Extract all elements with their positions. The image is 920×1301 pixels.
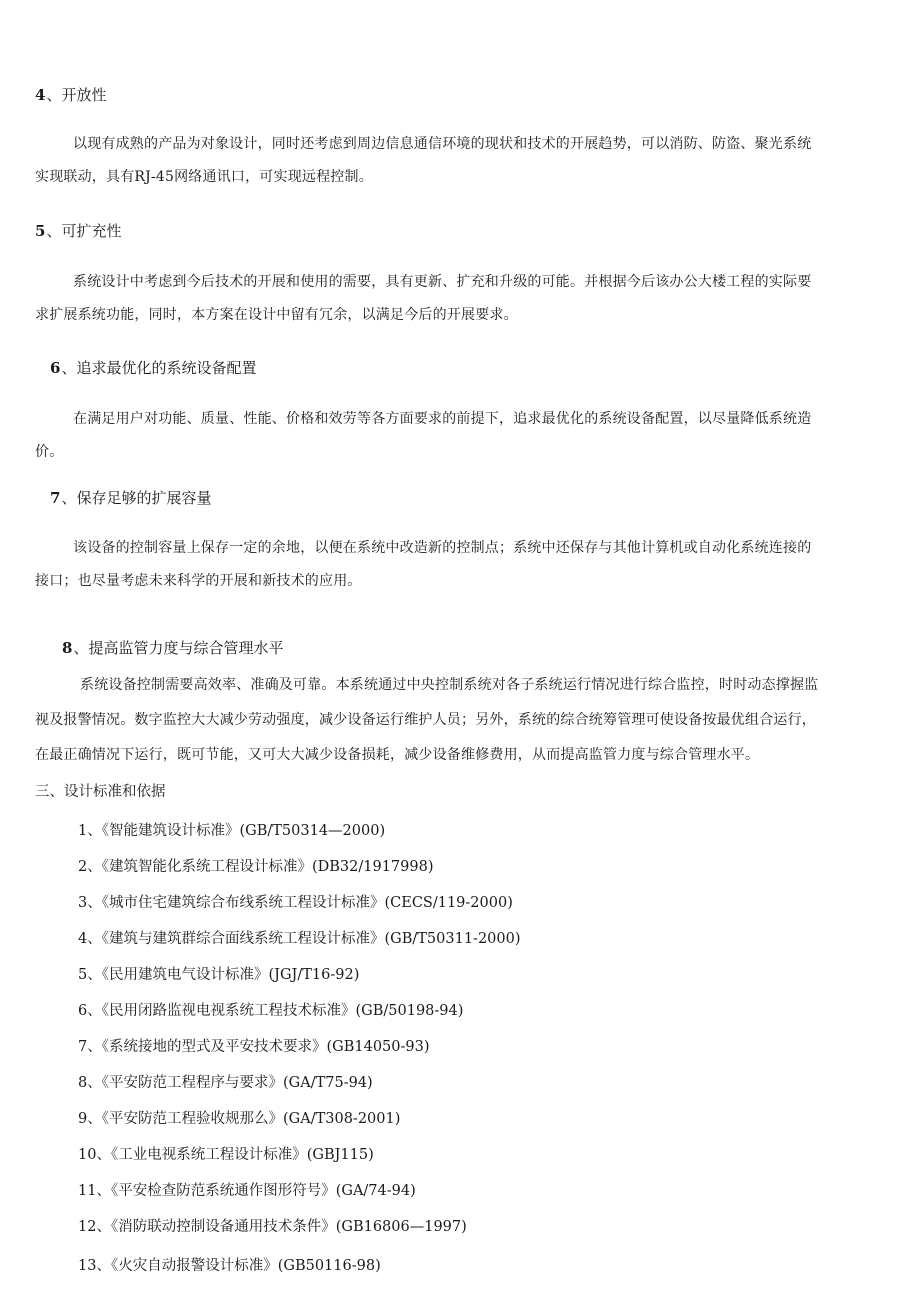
section-paragraph-7 (35, 532, 811, 598)
section-number: 8 (62, 639, 73, 657)
paragraph-line: 求扩展系统功能，同时，本方案在设计中留有冗余，以满足今后的开展要求。 (35, 307, 518, 323)
standard-item: 8、《平安防范工程程序与要求》(GA/T75-94) (78, 1075, 373, 1091)
paragraph-line: 接口；也尽量考虑未来科学的开展和新技术的应用。 (35, 573, 362, 589)
section-heading-6 (50, 357, 256, 378)
paragraph-line: 在满足用户对功能、质量、性能、价格和效劳等各方面要求的前提下，追求最优化的系统设备配置，以尽量降低系统造 (73, 411, 812, 427)
section-title: 、提高监管力度与综合管理水平 (73, 639, 284, 657)
standard-item: 12、《消防联动控制设备通用技术条件》(GB16806—1997) (78, 1219, 467, 1235)
standards-heading: 三、设计标准和依据 (35, 784, 166, 800)
paragraph-line: 实现联动，具有RJ-45网络通讯口，可实现远程控制。 (35, 169, 373, 185)
standard-item: 1、《智能建筑设计标准》(GB/T50314—2000) (78, 823, 386, 839)
section-number: 5 (35, 222, 46, 240)
standard-item: 10、《工业电视系统工程设计标准》(GBJ115) (78, 1147, 374, 1163)
standard-item: 5、《民用建筑电气设计标准》(JGJ/T16-92) (78, 967, 360, 983)
standard-item: 6、《民用闭路监视电视系统工程技术标准》(GB/50198-94) (78, 1003, 464, 1019)
section-paragraph-6 (35, 403, 811, 469)
section-paragraph-8 (35, 668, 818, 773)
section-title: 、保存足够的扩展容量 (61, 489, 212, 507)
section-number: 6 (50, 359, 61, 377)
standard-item: 3、《城市住宅建筑综合布线系统工程设计标准》(CECS/119-2000) (78, 895, 513, 911)
section-title: 、追求最优化的系统设备配置 (61, 359, 257, 377)
section-heading-4 (35, 84, 106, 105)
section-title: 、开放性 (46, 86, 107, 104)
standard-item: 4、《建筑与建筑群综合面线系统工程设计标准》(GB/T50311-2000) (78, 931, 521, 947)
paragraph-line: 视及报警情况。数字监控大大减少劳动强度，减少设备运行维护人员；另外，系统的综合统筹管理可使设备按最优组合运行， (35, 712, 816, 728)
paragraph-line: 该设备的控制容量上保存一定的余地，以便在系统中改造新的控制点；系统中还保存与其他计算机或自动化系统连接的 (73, 540, 812, 556)
paragraph-line: 在最正确情况下运行，既可节能，又可大大减少设备损耗，减少设备维修费用，从而提高监管力度与综合管理水平。 (35, 747, 760, 763)
paragraph-line: 系统设备控制需要高效率、准确及可靠。本系统通过中央控制系统对各子系统运行情况进行综合监控，时时动态撑握监 (80, 677, 819, 693)
section-paragraph-5 (35, 266, 811, 332)
standard-item: 2、《建筑智能化系统工程设计标准》(DB32/1917998) (78, 859, 434, 875)
paragraph-line: 系统设计中考虑到今后技术的开展和使用的需要，具有更新、扩充和升级的可能。并根据今后该办公大楼工程的实际要 (73, 274, 812, 290)
section-paragraph-4 (35, 128, 811, 194)
section-heading-7 (50, 487, 211, 508)
standard-item: 7、《系统接地的型式及平安技术要求》(GB14050-93) (78, 1039, 430, 1055)
standard-item: 11、《平安检查防范系统通作图形符号》(GA/74-94) (78, 1183, 416, 1199)
section-heading-5 (35, 220, 121, 241)
paragraph-line: 价。 (35, 444, 64, 460)
section-number: 4 (35, 86, 46, 104)
standard-item: 13、《火灾自动报警设计标准》(GB50116-98) (78, 1258, 381, 1274)
paragraph-line: 以现有成熟的产品为对象设计，同时还考虑到周边信息通信环境的现状和技术的开展趋势，可以消防、防盗、聚光系统 (73, 136, 812, 152)
section-title: 、可扩充性 (46, 222, 122, 240)
section-heading-8 (62, 637, 283, 658)
section-number: 7 (50, 489, 61, 507)
standard-item: 9、《平安防范工程验收规那么》(GA/T308-2001) (78, 1111, 401, 1127)
